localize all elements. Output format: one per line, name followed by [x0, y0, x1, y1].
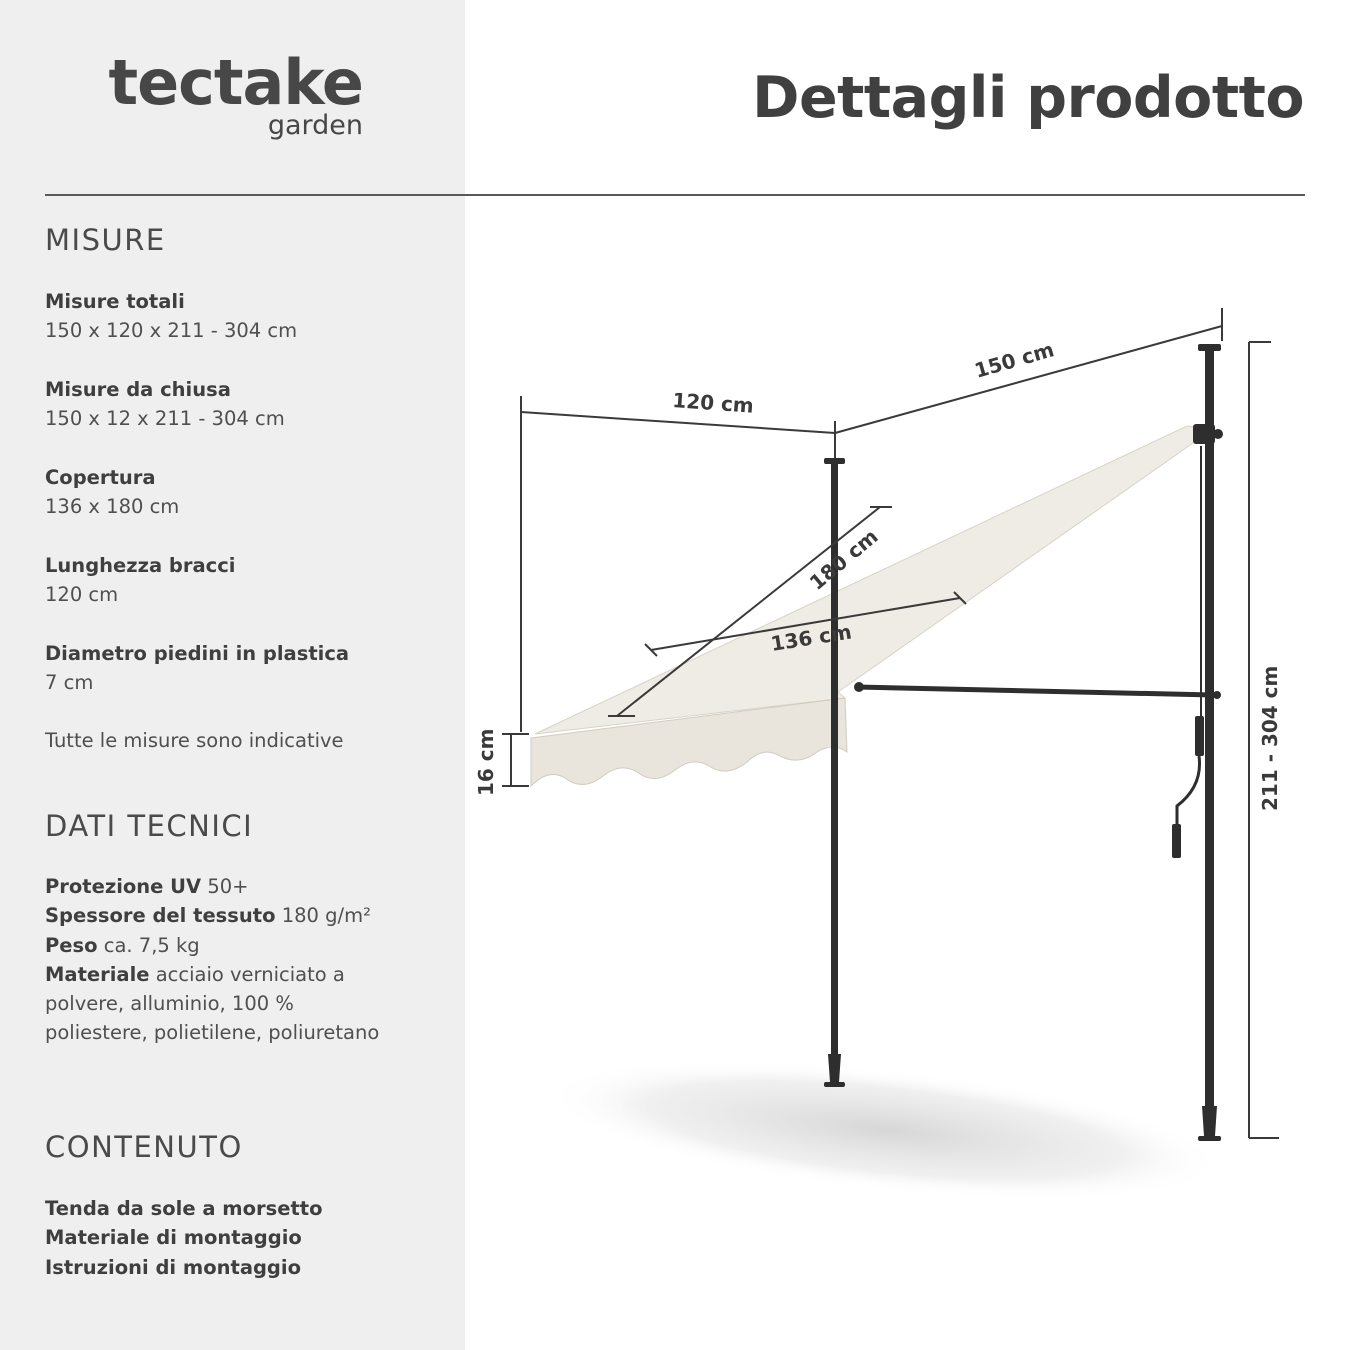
spec-value: 150 x 120 x 211 - 304 cm	[45, 319, 298, 342]
right-pole-top-cap	[1198, 344, 1221, 351]
left-pole-foot	[828, 1054, 841, 1082]
spec-label: Misure totali	[45, 290, 185, 313]
tech-label: Protezione UV	[45, 875, 202, 898]
spec-label: Diametro piedini in plastica	[45, 642, 350, 665]
section-heading-contenuto: CONTENUTO	[45, 1130, 243, 1164]
spec-misure-chiusa	[45, 375, 445, 433]
dimension-label-cover-width: 136 cm	[769, 619, 854, 656]
brand-logo	[0, 46, 363, 141]
arm-joint	[854, 682, 864, 692]
left-foot-pad	[824, 1082, 845, 1087]
spec-value: 150 x 12 x 211 - 304 cm	[45, 407, 285, 430]
crank-handle-icon	[1172, 824, 1181, 858]
tech-label: Spessore del tessuto	[45, 904, 276, 928]
logo-wordmark: tectake	[108, 46, 363, 119]
spec-label: Lunghezza bracci	[45, 554, 236, 577]
tech-value: 180 g/m²	[281, 904, 371, 928]
dimension-label-width: 150 cm	[971, 337, 1057, 383]
roller-bracket	[1193, 424, 1215, 444]
spec-label: Misure da chiusa	[45, 378, 231, 401]
section-heading-misure: MISURE	[45, 223, 166, 257]
right-foot-pad	[1198, 1136, 1221, 1141]
left-pole-top-cap	[824, 458, 845, 464]
page-title: Dettagli prodotto	[752, 65, 1304, 131]
list-item: Istruzioni di montaggio	[45, 1255, 301, 1279]
spec-value: 136 x 180 cm	[45, 495, 180, 518]
list-item: Tenda da sole a morsetto	[45, 1197, 323, 1220]
tech-label: Peso	[45, 933, 98, 957]
dimension-label-valance: 16 cm	[474, 728, 498, 796]
misure-note: Tutte le misure sono indicative	[45, 729, 344, 752]
right-pole	[1205, 348, 1214, 1136]
list-item: Materiale di montaggio	[45, 1226, 302, 1250]
tech-label: Materiale	[45, 962, 150, 986]
spec-misure-totali	[45, 287, 445, 345]
logo-subtitle: garden	[267, 110, 363, 141]
section-heading-dati-tecnici: DATI TECNICI	[45, 809, 254, 843]
tech-specs	[45, 872, 390, 1048]
dimension-label-depth: 120 cm	[671, 388, 755, 418]
tech-value: ca. 7,5 kg	[103, 933, 200, 957]
crank-top	[1195, 716, 1204, 756]
tech-value: acciaio verniciato a polvere, alluminio, 100 % poliestere, polietilene, poliuretano	[45, 962, 380, 1045]
dimension-label-cover-length: 180 cm	[804, 524, 883, 595]
floor-shadow	[541, 1035, 1230, 1225]
spec-value: 120 cm	[45, 583, 119, 606]
awning-arm	[857, 687, 1213, 695]
contents-list	[45, 1194, 323, 1282]
dimension-label-height: 211 - 304 cm	[1258, 665, 1282, 811]
right-pole-foot	[1202, 1106, 1217, 1136]
spec-label: Copertura	[45, 466, 156, 489]
spec-copertura	[45, 463, 445, 521]
spec-diametro-piedini	[45, 639, 445, 697]
spec-lunghezza-bracci	[45, 551, 445, 609]
arm-bracket	[1213, 691, 1221, 699]
spec-value: 7 cm	[45, 671, 94, 694]
tech-value: 50+	[207, 875, 249, 898]
bracket-knob	[1213, 429, 1223, 439]
awning-diagram	[465, 196, 1350, 1350]
